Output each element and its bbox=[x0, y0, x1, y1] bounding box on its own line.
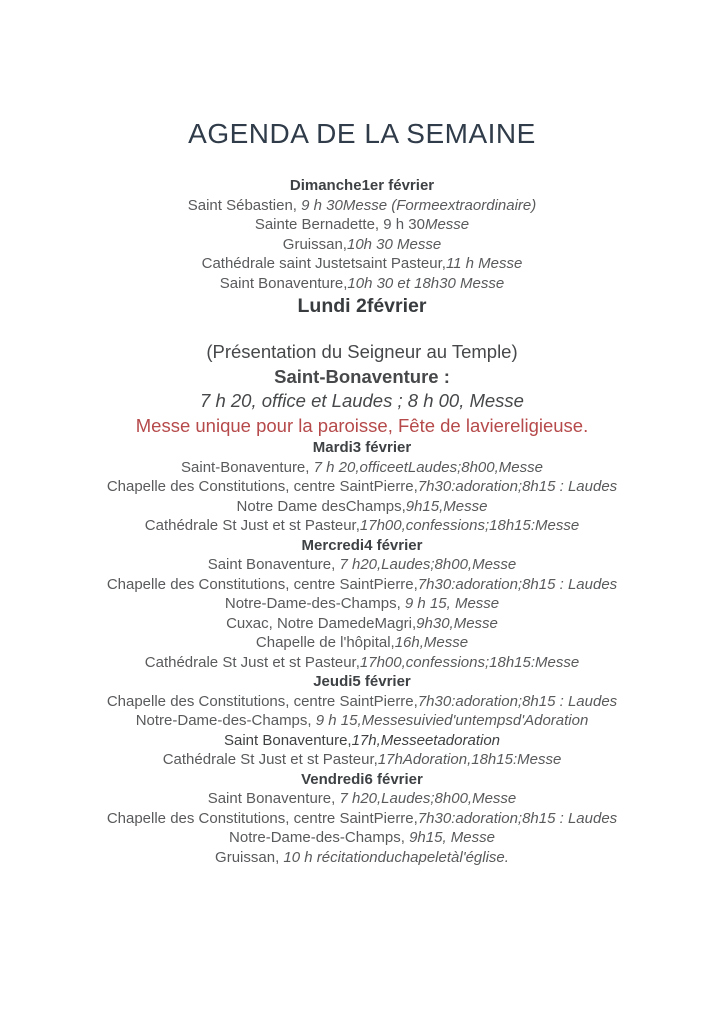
schedule-line-segment: Saint Bonaventure, bbox=[223, 731, 352, 749]
schedule-line bbox=[0, 458, 724, 478]
schedule-line-segment: Saint-Bonaventure : bbox=[274, 365, 450, 387]
schedule-line bbox=[0, 633, 724, 653]
schedule-line-segment: 7 h 20, office et Laudes ; 8 h 00, Messe bbox=[200, 390, 524, 411]
schedule-line bbox=[0, 516, 724, 536]
day-heading: Vendredi6 février bbox=[301, 770, 423, 788]
schedule-line-segment: 7h30:adoration;8h15 : Laudes bbox=[417, 478, 618, 495]
day-section-mardi-3-fevrier bbox=[0, 438, 724, 536]
schedule-line-segment: Messe unique pour la paroisse, Fête de laviereligieuse. bbox=[135, 414, 589, 436]
schedule-line-segment: 9h30,Messe bbox=[416, 614, 498, 632]
schedule-line bbox=[0, 365, 724, 390]
schedule-line-segment: 11 h Messe bbox=[445, 255, 523, 272]
day-section-lundi-2-fevrier bbox=[0, 293, 724, 438]
schedule-line bbox=[0, 575, 724, 595]
schedule-line bbox=[0, 254, 724, 274]
schedule-line-segment: 17h00,confessions;18h15:Messe bbox=[359, 517, 580, 534]
schedule-line-segment: 9 h 30Messe (Formeextraordinaire) bbox=[301, 196, 537, 214]
schedule-line-segment: Saint Bonaventure, bbox=[219, 274, 348, 292]
day-heading: Dimanche1er février bbox=[289, 177, 435, 194]
schedule-line bbox=[0, 809, 724, 829]
schedule-line-segment: 9h15, Messe bbox=[409, 829, 495, 846]
schedule-line-segment: 10 h récitationduchapeletàl'église. bbox=[283, 848, 509, 866]
page-title: AGENDA DE LA SEMAINE bbox=[188, 118, 536, 149]
schedule-line-segment: Chapelle de l'hôpital, bbox=[255, 634, 395, 651]
day-section-vendredi-6-fevrier bbox=[0, 770, 724, 868]
schedule-line-segment: Saint Bonaventure, bbox=[207, 556, 340, 573]
schedule-line bbox=[0, 848, 724, 868]
day-section-jeudi-5-fevrier bbox=[0, 672, 724, 770]
schedule-line bbox=[0, 594, 724, 614]
schedule-line-segment: Notre-Dame-des-Champs, bbox=[229, 829, 410, 846]
schedule-line-segment: 17hAdoration,18h15:Messe bbox=[377, 751, 562, 768]
schedule-line-segment: (Présentation du Seigneur au Temple) bbox=[206, 341, 518, 362]
day-section-mercredi-4-fevrier bbox=[0, 536, 724, 673]
schedule-line bbox=[0, 340, 724, 365]
schedule-line bbox=[0, 653, 724, 673]
schedule-line bbox=[0, 731, 724, 751]
day-heading: Lundi 2février bbox=[297, 295, 427, 317]
schedule-line-segment: Cuxac, Notre DamedeMagri, bbox=[226, 614, 417, 632]
sections-root bbox=[0, 176, 724, 867]
schedule-line bbox=[0, 497, 724, 517]
schedule-line-segment: Cathédrale St Just et st Pasteur, bbox=[144, 517, 360, 534]
schedule-line-segment: 16h,Messe bbox=[394, 634, 469, 651]
schedule-line-segment: Notre Dame desChamps, bbox=[236, 497, 406, 515]
day-section-dimanche-1er-fevrier bbox=[0, 176, 724, 293]
schedule-line bbox=[0, 555, 724, 575]
schedule-line-segment: 17h00,confessions;18h15:Messe bbox=[359, 653, 580, 671]
schedule-line bbox=[0, 477, 724, 497]
schedule-line-segment: Messe bbox=[424, 216, 470, 233]
schedule-line bbox=[0, 274, 724, 294]
schedule-line-segment: Chapelle des Constitutions, centre SaintPierre, bbox=[106, 809, 418, 827]
schedule-line-segment: Saint Sébastien, bbox=[187, 196, 302, 214]
schedule-line-segment: 17h,Messeetadoration bbox=[351, 731, 501, 749]
schedule-line bbox=[0, 750, 724, 770]
schedule-line-segment: 9h15,Messe bbox=[405, 497, 488, 515]
schedule-line-segment: 7h30:adoration;8h15 : Laudes bbox=[417, 809, 618, 827]
day-heading: Mardi3 février bbox=[312, 439, 412, 456]
schedule-line-segment: 9 h 15,Messesuivied'untempsd'Adoration bbox=[315, 712, 589, 729]
schedule-line bbox=[0, 235, 724, 255]
schedule-line bbox=[0, 692, 724, 712]
schedule-line-segment: Gruissan, bbox=[282, 235, 347, 253]
schedule-line-segment: Chapelle des Constitutions, centre SaintPierre, bbox=[106, 575, 418, 593]
schedule-line-segment: Saint-Bonaventure, bbox=[181, 458, 314, 476]
schedule-line-segment: Chapelle des Constitutions, centre SaintPierre, bbox=[106, 692, 418, 710]
schedule-line bbox=[0, 196, 724, 216]
schedule-line-segment: Saint Bonaventure, bbox=[207, 790, 340, 807]
schedule-line bbox=[0, 414, 724, 439]
schedule-line-segment: Chapelle des Constitutions, centre SaintPierre, bbox=[106, 478, 418, 495]
schedule-line-segment: Cathédrale saint Justetsaint Pasteur, bbox=[201, 255, 446, 272]
schedule-line-segment: 7h30:adoration;8h15 : Laudes bbox=[417, 575, 618, 593]
schedule-line-segment: 7 h20,Laudes;8h00,Messe bbox=[339, 790, 517, 807]
schedule-line-segment: 10h 30 et 18h30 Messe bbox=[347, 274, 505, 292]
schedule-line bbox=[0, 711, 724, 731]
schedule-line-segment: Cathédrale St Just et st Pasteur, bbox=[144, 653, 360, 671]
schedule-line-segment: 7h30:adoration;8h15 : Laudes bbox=[417, 692, 618, 710]
schedule-line-segment: 9 h 15, Messe bbox=[404, 595, 500, 612]
schedule-line-segment: Notre-Dame-des-Champs, bbox=[224, 595, 405, 612]
day-heading: Jeudi5 février bbox=[313, 673, 411, 690]
schedule-line bbox=[0, 789, 724, 809]
schedule-line-segment: 10h 30 Messe bbox=[346, 235, 442, 253]
schedule-line bbox=[0, 215, 724, 235]
schedule-line-segment: Gruissan, bbox=[215, 848, 284, 866]
schedule-line-segment: 7 h20,Laudes;8h00,Messe bbox=[339, 556, 517, 573]
schedule-line bbox=[0, 614, 724, 634]
schedule-line-segment: Cathédrale St Just et st Pasteur, bbox=[162, 751, 378, 768]
schedule-line bbox=[0, 828, 724, 848]
schedule-line-segment: Sainte Bernadette, 9 h 30 bbox=[254, 216, 425, 233]
day-heading: Mercredi4 février bbox=[301, 536, 423, 554]
schedule-line bbox=[0, 389, 724, 414]
schedule-line-segment: 7 h 20,officeetLaudes;8h00,Messe bbox=[313, 458, 543, 476]
schedule-line-segment: Notre-Dame-des-Champs, bbox=[135, 712, 316, 729]
